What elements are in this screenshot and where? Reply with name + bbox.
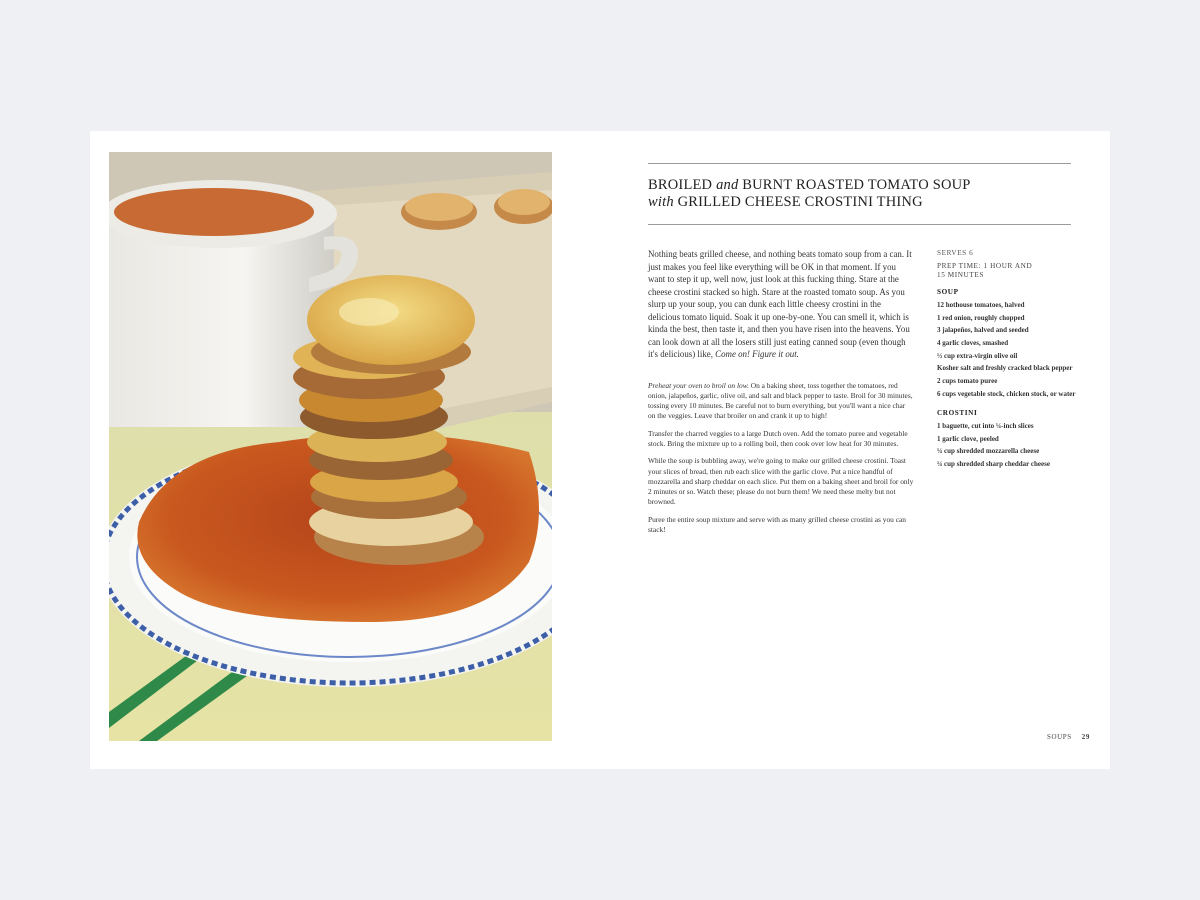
recipe-title: [648, 177, 1071, 211]
title-text: GRILLED CHEESE CROSTINI THING: [673, 194, 923, 210]
ingredient-item: 1 red onion, roughly chopped: [937, 313, 1025, 322]
title-italic: with: [648, 194, 674, 210]
method-step: [648, 381, 914, 422]
prep-time-line: PREP TIME: 1 HOUR AND: [937, 262, 1033, 270]
prep-time: [937, 262, 1077, 280]
soup-heading: SOUP: [937, 288, 959, 296]
crostini-heading: CROSTINI: [937, 408, 978, 417]
page-number: 29: [1081, 733, 1090, 741]
ingredient-item: ¼ cup shredded sharp cheddar cheese: [937, 459, 1050, 468]
title-italic: and: [716, 177, 739, 193]
intro-text: Nothing beats grilled cheese, and nothing beats tomato soup from a can. It just makes you feel like everything will be OK in that moment. If you want to step it up, well now, just look at this fucking thing. Stare at the cheese crostini stacked so high. Stare at the roasted tomato soup. As you slurp up your soup, you can dunk each little cheesy crostini in the delicious tomato liquid. Soak it up one-by-one. You can smell it, which is kinda the best, then taste it, and then you have risen into the heavens. You can look down at all the losers still just eating canned soup (even though it's delicious) like,: [648, 249, 912, 359]
prep-time-line: 15 MINUTES: [937, 271, 984, 279]
ingredient-item: 1 garlic clove, peeled: [937, 434, 999, 443]
ingredient-item: 3 jalapeños, halved and seeded: [937, 326, 1029, 335]
ingredient-item: 4 garlic cloves, smashed: [937, 339, 1009, 348]
serves-label: SERVES 6: [937, 249, 974, 257]
intro-paragraph: [648, 248, 914, 361]
method: [648, 381, 914, 536]
page-footer: [1047, 733, 1090, 741]
step-italic-text: Preheat your oven to broil on low.: [648, 380, 749, 390]
ingredient-item: 12 hothouse tomatoes, halved: [937, 301, 1025, 309]
title-rule-bottom: [648, 224, 1071, 225]
ingredient-item: Kosher salt and freshly cracked black pepper: [937, 364, 1073, 373]
title-text: BROILED: [648, 177, 717, 193]
intro-italic-text: Come on! Figure it out.: [715, 349, 799, 359]
ingredient-item: ½ cup extra-virgin olive oil: [937, 351, 1018, 360]
ingredient-item: 6 cups vegetable stock, chicken stock, or water: [937, 389, 1076, 398]
book-spread: [90, 131, 1110, 769]
ingredient-item: 2 cups tomato puree: [937, 377, 998, 386]
crostini-ingredients: [937, 422, 1077, 469]
step-text: On a baking sheet, toss together the tomatoes, red onion, jalapeños, garlic, olive oil, and salt and black pepper to taste. Broil for 30 minutes, tossing every 10 minutes. Be careful not to burn everything, but you'll want a nice char on the veggies. Leave that broiler on and crank it up to high!: [648, 380, 913, 421]
soup-ingredients: [937, 301, 1077, 399]
section-name: SOUPS: [1047, 733, 1072, 741]
recipe-body: [648, 248, 914, 542]
method-step: Puree the entire soup mixture and serve with as many grilled cheese crostini as you can stack!: [648, 514, 906, 535]
method-step: Transfer the charred veggies to a large Dutch oven. Add the tomato puree and vegetable stock. Bring the mixture up to a rolling boil, then cook over low heat for 30 minutes.: [648, 428, 908, 448]
ingredient-item: 1 baguette, cut into ¼-inch slices: [937, 421, 1034, 430]
method-step: While the soup is bubbling away, we're going to make our grilled cheese crostini. Toast your slices of bread, then rub each slice with the garlic clove. Put a nice handful of mozzarella and sharp cheddar on each slice. Put them on a baking sheet and broil for only 2 minutes or so. Watch these; please do not burn them! We need these melty but not browned.: [648, 456, 914, 507]
ingredients-column: [937, 249, 1077, 479]
ingredient-item: ¼ cup shredded mozzarella cheese: [937, 447, 1040, 456]
recipe-photo: [109, 152, 552, 741]
title-text: BURNT ROASTED TOMATO SOUP: [738, 177, 971, 193]
title-rule-top: [648, 163, 1071, 164]
